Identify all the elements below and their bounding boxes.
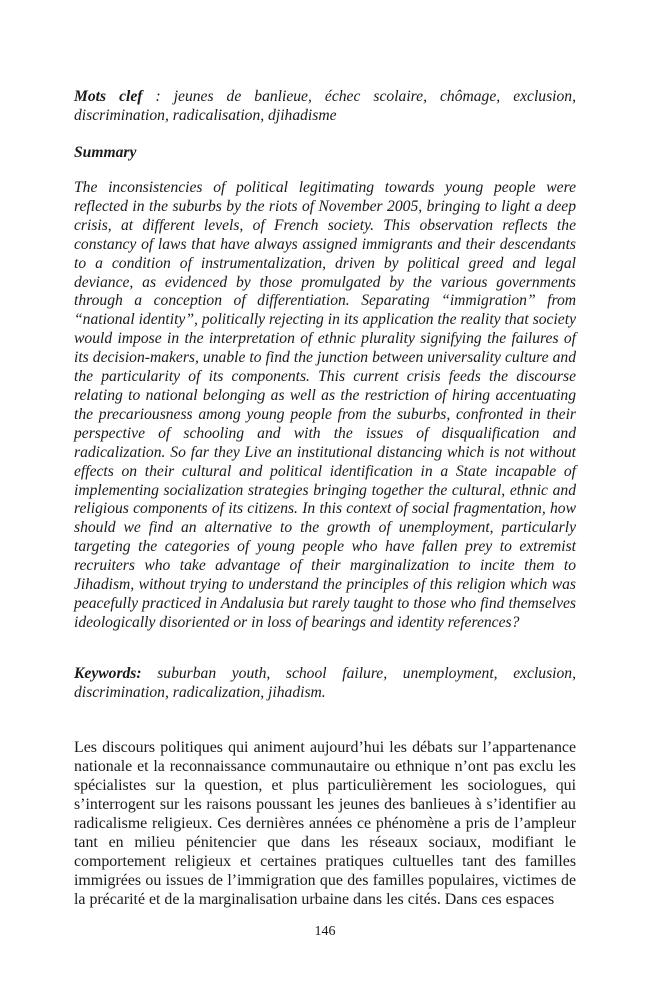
keywords-paragraph — [74, 665, 576, 703]
keywords-label: Keywords: — [74, 665, 142, 682]
body-paragraph: Les discours politiques qui animent aujourd’hui les débats sur l’appartenance nationale et la reconnaissance communautaire ou ethnique n’ont pas exclu les spécialistes sur la question, et plus particulièrement les sociologues, qui s’interrogent sur les raisons poussant les jeunes des banlieues à s’identifier au radicalisme religieux. Ces dernières années ce phénomène a pris de l’ampleur tant en milieu pénitencier que dans les réseaux sociaux, modifiant le comportement religieux et certaines pratiques cultuelles tant des familles immigrées ou issues de l’immigration que des familles populaires, victimes de la précarité et de la marginalisation urbaine dans les cités. Dans ces espaces — [74, 739, 576, 909]
summary-heading: Summary — [74, 144, 137, 161]
mots-clef-text: : jeunes de banlieue, échec scolaire, chômage, exclusion, discrimination, radicalisation, djihadisme — [74, 88, 576, 124]
mots-clef-paragraph — [74, 88, 576, 126]
keywords-text: suburban youth, school failure, unemployment, exclusion, discrimination, radicalization, jihadism. — [74, 665, 576, 701]
mots-clef-label: Mots clef — [74, 88, 143, 105]
page-number: 146 — [314, 924, 336, 939]
summary-text: The inconsistencies of political legitimating towards young people were reflected in the suburbs by the riots of November 2005, bringing to light a deep crisis, at different levels, of French society. This observation reflects the constancy of laws that have always assigned immigrants and their descendants to a condition of instrumentalization, driven by political greed and legal deviance, as evidenced by those promulgated by the various governments through a conception of differentiation. Separating “immigration” from “national identity”, politically rejecting in its application the reality that society would impose in the interpretation of ethnic plurality signifying the failures of its decision-makers, unable to find the junction between universality culture and the particularity of its components. This current crisis feeds the discourse relating to national belonging as well as the restriction of hiring accentuating the precariousness among young people from the suburbs, confronted in their perspective of schooling and with the issues of disqualification and radicalization. So far they Live an institutional distancing which is not without effects on their cultural and political identification in a State incapable of implementing socialization strategies bringing together the cultural, ethnic and religious components of its citizens. In this context of social fragmentation, how should we find an alternative to the growth of unemployment, particularly targeting the categories of young people who have fallen prey to extremist recruiters who take advantage of their marginalization to incite them to Jihadism, without trying to understand the principles of this religion which was peacefully practiced in Andalusia but rarely taught to those who find themselves ideologically disoriented or in loss of bearings and identity references? — [74, 179, 576, 631]
